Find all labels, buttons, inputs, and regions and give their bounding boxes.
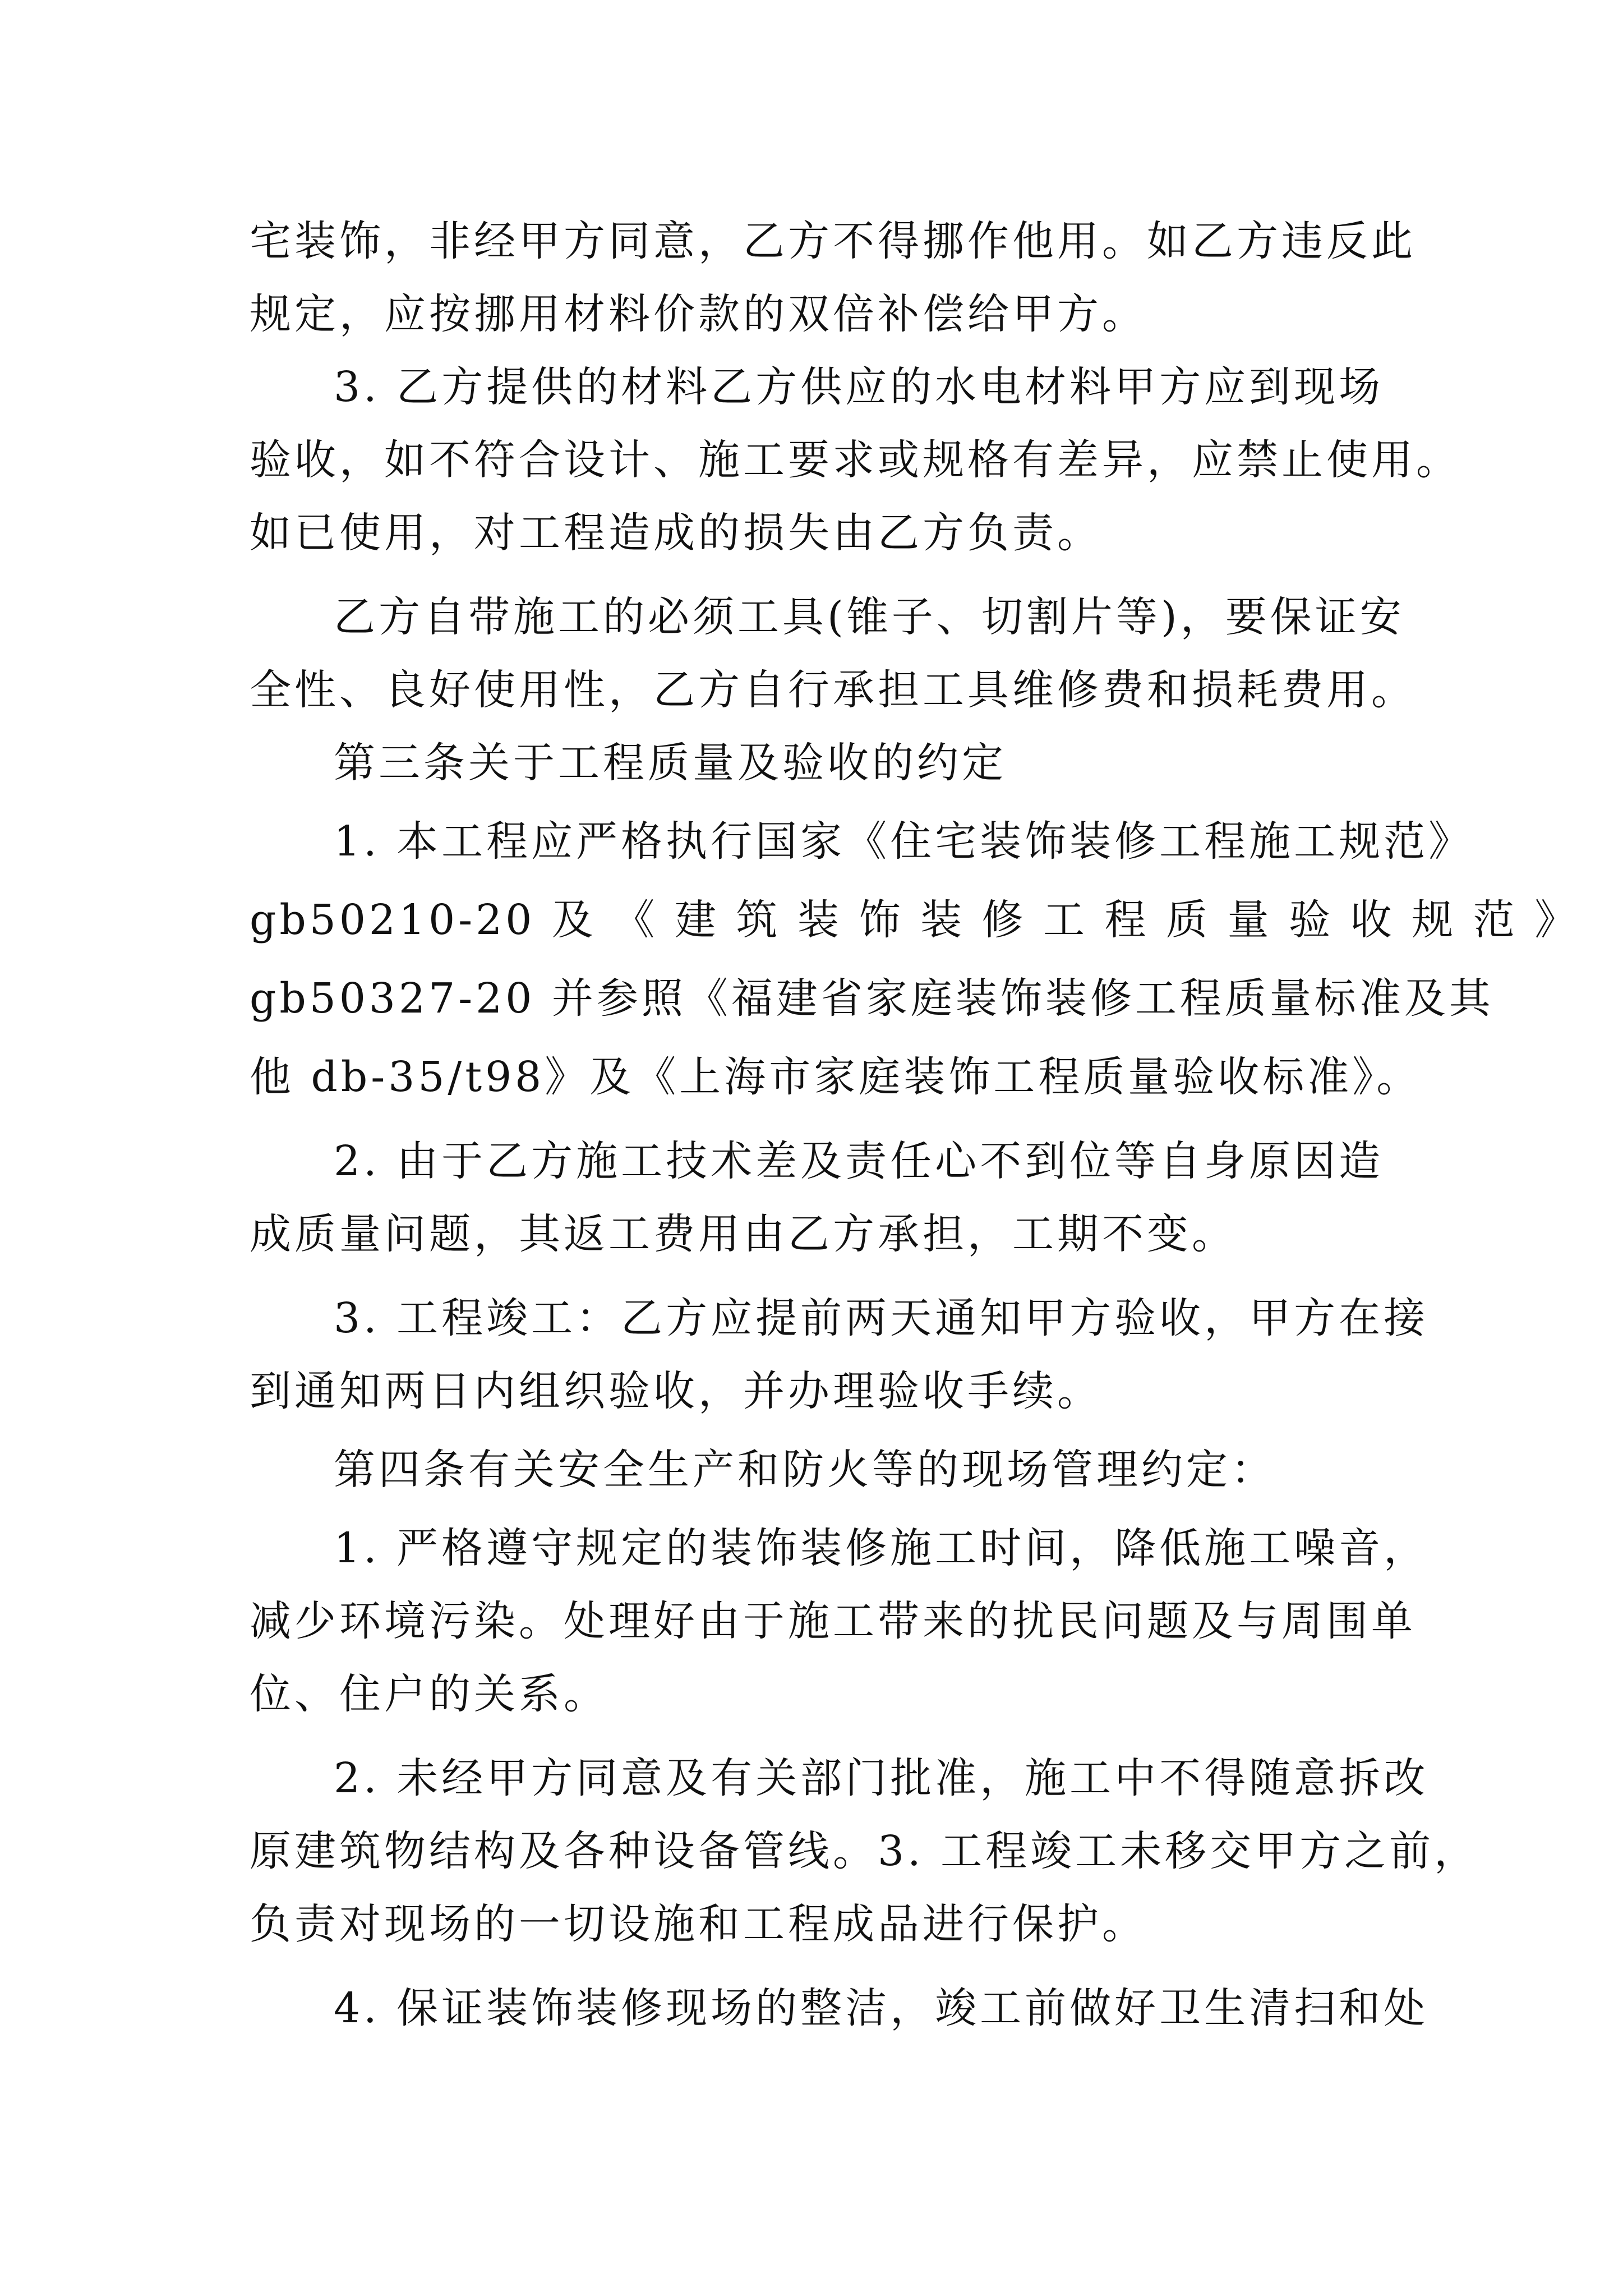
- text-line-10: gb50210-20 及 《 建 筑 装 饰 装 修 工 程 质 量 验 收 规 范 》: [250, 896, 1580, 944]
- text-line-2: 规定，应按挪用材料价款的双倍补偿给甲方。: [250, 290, 1147, 338]
- section-heading-3: 第三条关于工程质量及验收的约定: [334, 739, 1007, 787]
- text-line-4: 验收，如不符合设计、施工要求或规格有差异，应禁止使用。: [250, 436, 1461, 484]
- text-line-1: 宅装饰，非经甲方同意，乙方不得挪作他用。如乙方违反此: [250, 217, 1416, 265]
- text-line-13: 2. 由于乙方施工技术差及责任心不到位等自身原因造: [334, 1137, 1384, 1185]
- text-line-21: 2. 未经甲方同意及有关部门批准，施工中不得随意拆改: [334, 1754, 1429, 1802]
- text-line-3: 3. 乙方提供的材料乙方供应的水电材料甲方应到现场: [334, 363, 1384, 411]
- section-heading-4: 第四条有关安全生产和防火等的现场管理约定：: [334, 1446, 1276, 1494]
- text-line-11: gb50327-20 并参照《福建省家庭装饰装修工程质量标准及其: [250, 974, 1494, 1023]
- text-line-6: 乙方自带施工的必须工具(锥子、切割片等)，要保证安: [334, 593, 1405, 641]
- text-line-19: 减少环境污染。处理好由于施工带来的扰民问题及与周围单: [250, 1597, 1416, 1645]
- text-line-24: 4. 保证装饰装修现场的整洁，竣工前做好卫生清扫和处: [334, 1984, 1429, 2032]
- text-line-7: 全性、良好使用性，乙方自行承担工具维修费和损耗费用。: [250, 666, 1416, 714]
- text-line-20: 位、住户的关系。: [250, 1670, 608, 1718]
- text-line-23: 负责对现场的一切设施和工程成品进行保护。: [250, 1900, 1147, 1948]
- text-line-15: 3. 工程竣工：乙方应提前两天通知甲方验收，甲方在接: [334, 1294, 1429, 1342]
- text-line-5: 如已使用，对工程造成的损失由乙方负责。: [250, 509, 1102, 557]
- text-line-14: 成质量问题，其返工费用由乙方承担，工期不变。: [250, 1210, 1237, 1258]
- text-line-16: 到通知两日内组织验收，并办理验收手续。: [250, 1367, 1102, 1415]
- text-line-9: 1. 本工程应严格执行国家《住宅装饰装修工程施工规范》: [334, 817, 1474, 866]
- text-line-18: 1. 严格遵守规定的装饰装修施工时间，降低施工噪音，: [334, 1524, 1429, 1572]
- text-line-12: 他 db-35/t98》及《上海市家庭装饰工程质量验收标准》。: [250, 1053, 1422, 1101]
- text-line-22: 原建筑物结构及各种设备管线。3. 工程竣工未移交甲方之前，: [250, 1827, 1479, 1875]
